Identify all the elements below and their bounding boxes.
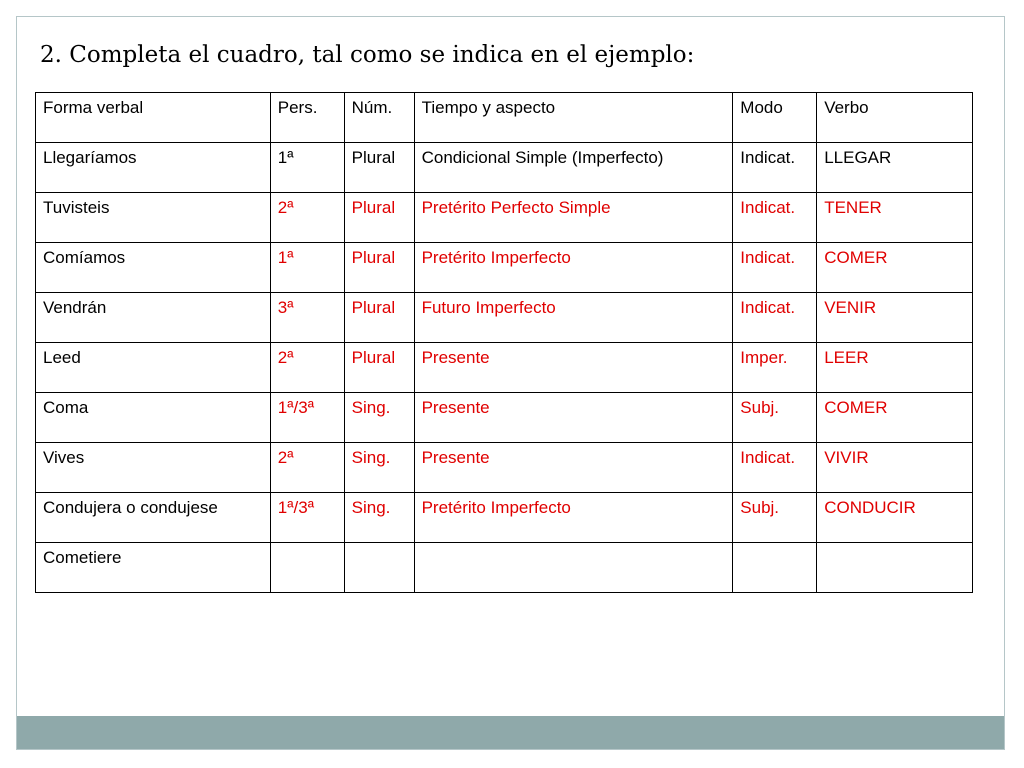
table-row xyxy=(36,293,973,343)
cell-forma: Leed xyxy=(36,343,271,393)
cell-pers: 1ª xyxy=(270,143,344,193)
cell-modo: Indicat. xyxy=(733,193,817,243)
cell-num: Plural xyxy=(344,293,414,343)
table-header-row xyxy=(36,93,973,143)
cell-pers: 2ª xyxy=(270,343,344,393)
cell-num: Plural xyxy=(344,143,414,193)
cell-verbo: CONDUCIR xyxy=(817,493,973,543)
cell-forma: Vendrán xyxy=(36,293,271,343)
cell-tiempo: Pretérito Imperfecto xyxy=(414,493,733,543)
header-persona: Pers. xyxy=(270,93,344,143)
cell-num: Sing. xyxy=(344,443,414,493)
table-row xyxy=(36,443,973,493)
footer-bar xyxy=(17,716,1004,749)
cell-forma: Condujera o condujese xyxy=(36,493,271,543)
cell-pers: 2ª xyxy=(270,193,344,243)
table-row xyxy=(36,493,973,543)
cell-tiempo: Presente xyxy=(414,393,733,443)
cell-modo: Indicat. xyxy=(733,293,817,343)
cell-forma: Coma xyxy=(36,393,271,443)
header-numero: Núm. xyxy=(344,93,414,143)
cell-num: Sing. xyxy=(344,393,414,443)
cell-num: Plural xyxy=(344,343,414,393)
header-forma-verbal: Forma verbal xyxy=(36,93,271,143)
cell-pers xyxy=(270,543,344,593)
cell-verbo: TENER xyxy=(817,193,973,243)
cell-tiempo: Presente xyxy=(414,443,733,493)
exercise-title: 2. Completa el cuadro, tal como se indica en el ejemplo: xyxy=(40,42,695,68)
cell-num: Sing. xyxy=(344,493,414,543)
cell-verbo: LLEGAR xyxy=(817,143,973,193)
table-row xyxy=(36,343,973,393)
cell-num: Plural xyxy=(344,243,414,293)
cell-verbo: VIVIR xyxy=(817,443,973,493)
cell-tiempo: Pretérito Perfecto Simple xyxy=(414,193,733,243)
header-modo: Modo xyxy=(733,93,817,143)
cell-verbo: COMER xyxy=(817,393,973,443)
table-row xyxy=(36,243,973,293)
cell-verbo xyxy=(817,543,973,593)
table-row xyxy=(36,193,973,243)
cell-tiempo: Futuro Imperfecto xyxy=(414,293,733,343)
table-row-empty xyxy=(36,543,973,593)
cell-modo: Imper. xyxy=(733,343,817,393)
cell-verbo: LEER xyxy=(817,343,973,393)
cell-forma: Llegaríamos xyxy=(36,143,271,193)
cell-verbo: COMER xyxy=(817,243,973,293)
cell-num xyxy=(344,543,414,593)
cell-verbo: VENIR xyxy=(817,293,973,343)
cell-modo: Indicat. xyxy=(733,143,817,193)
table-row-example xyxy=(36,143,973,193)
table-row xyxy=(36,393,973,443)
cell-tiempo: Presente xyxy=(414,343,733,393)
cell-modo: Indicat. xyxy=(733,443,817,493)
cell-tiempo: Condicional Simple (Imperfecto) xyxy=(414,143,733,193)
cell-modo: Indicat. xyxy=(733,243,817,293)
verb-table xyxy=(35,92,973,593)
cell-modo: Subj. xyxy=(733,493,817,543)
cell-pers: 3ª xyxy=(270,293,344,343)
cell-pers: 2ª xyxy=(270,443,344,493)
cell-tiempo: Pretérito Imperfecto xyxy=(414,243,733,293)
cell-modo: Subj. xyxy=(733,393,817,443)
cell-pers: 1ª/3ª xyxy=(270,493,344,543)
cell-pers: 1ª/3ª xyxy=(270,393,344,443)
cell-forma: Comíamos xyxy=(36,243,271,293)
cell-forma: Cometiere xyxy=(36,543,271,593)
cell-modo xyxy=(733,543,817,593)
cell-forma: Tuvisteis xyxy=(36,193,271,243)
header-tiempo-aspecto: Tiempo y aspecto xyxy=(414,93,733,143)
cell-tiempo xyxy=(414,543,733,593)
cell-num: Plural xyxy=(344,193,414,243)
cell-forma: Vives xyxy=(36,443,271,493)
header-verbo: Verbo xyxy=(817,93,973,143)
cell-pers: 1ª xyxy=(270,243,344,293)
